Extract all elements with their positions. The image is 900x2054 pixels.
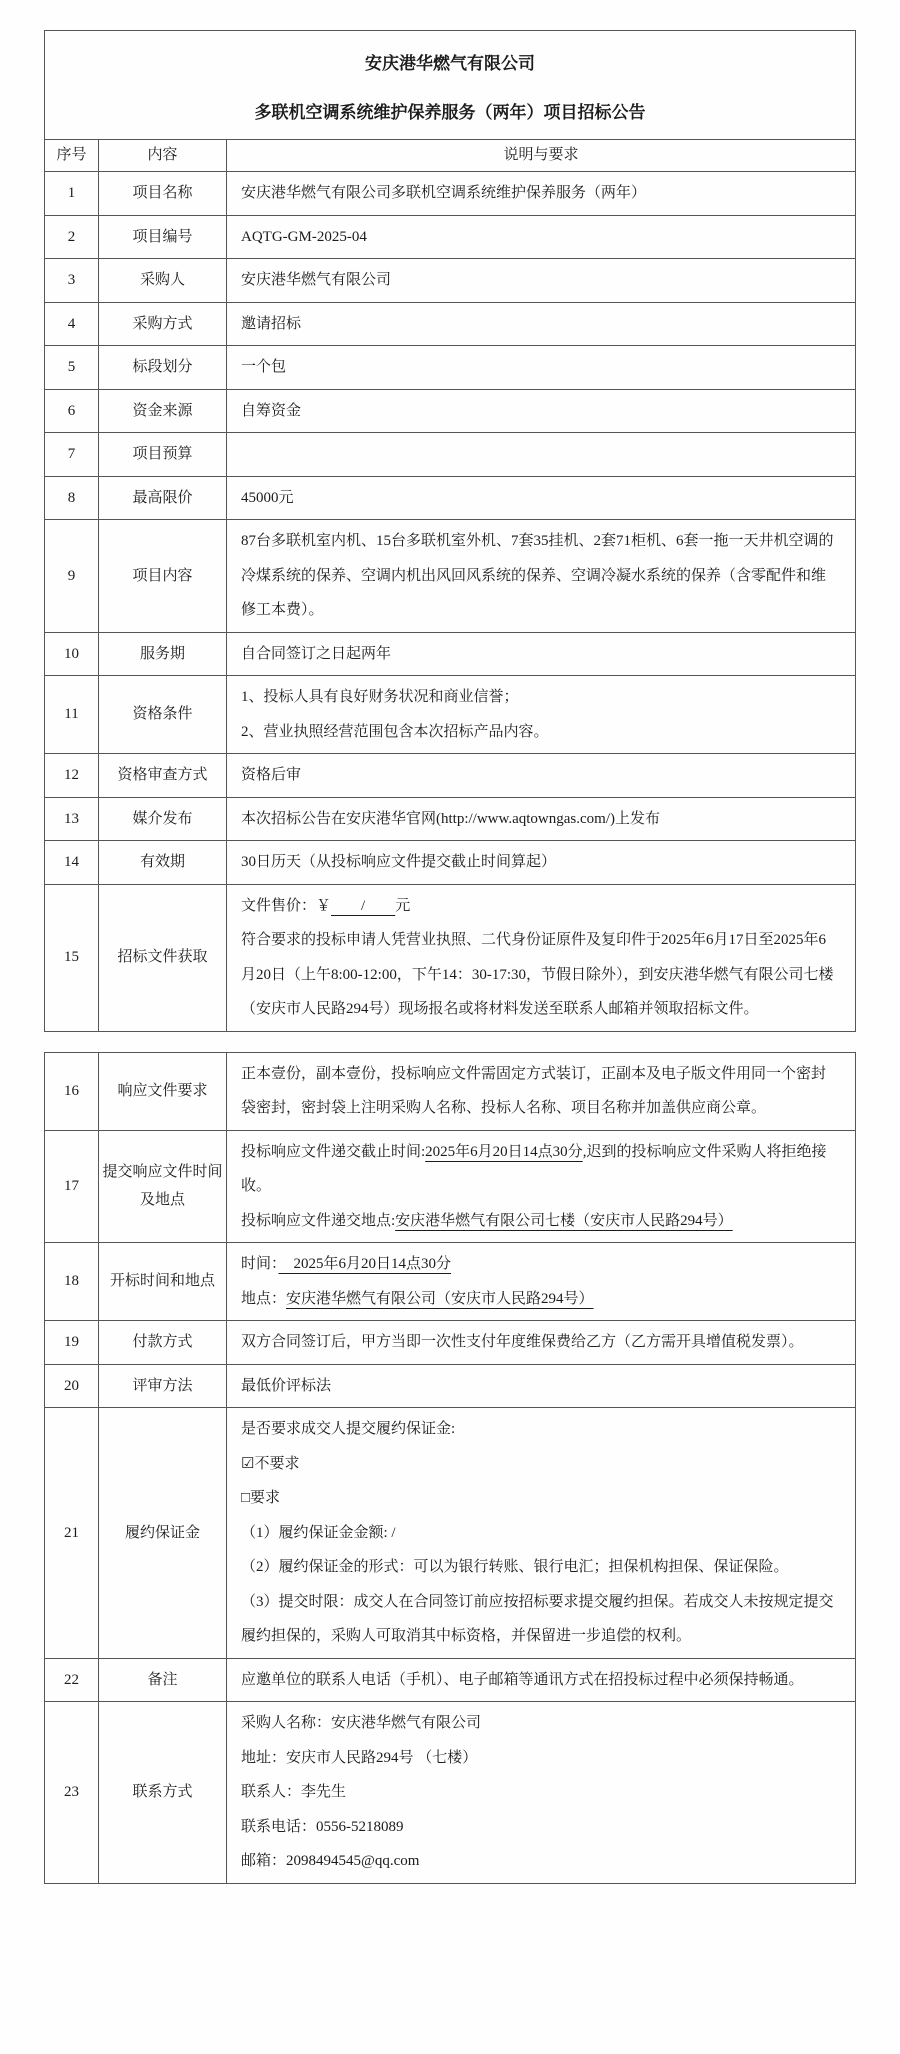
underlined-text: 2025年6月20日14点30分 [278,1256,452,1272]
row-description [227,1702,856,1884]
description-paragraph [241,1663,839,1698]
table-row [45,841,856,885]
row-description [227,259,856,303]
underlined-text: 2025年6月20日14点30分 [425,1143,583,1160]
underlined-text: 安庆港华燃气有限公司（安庆市人民路294号） [286,1290,594,1307]
text-segment: （1）履约保证金金额: / [241,1524,396,1541]
row-label: 付款方式 [99,1321,227,1365]
row-label: 响应文件要求 [99,1052,227,1130]
row-label: 媒介发布 [99,797,227,841]
row-label: 联系方式 [99,1702,227,1884]
description-paragraph [241,307,839,342]
text-segment: 30日历天（从投标响应文件提交截止时间算起） [241,854,557,870]
text-segment: 联系人：李先生 [241,1784,347,1800]
table-row [45,476,856,520]
table-row [45,1658,856,1702]
row-label: 资格审查方式 [99,754,227,798]
row-description [227,346,856,390]
description-paragraph [241,1057,839,1126]
description-paragraph [241,758,839,793]
row-number: 4 [45,302,99,346]
text-segment: 1、投标人具有良好财务状况和商业信誉； [241,689,519,705]
description-paragraph [241,1775,839,1810]
row-description [227,1243,856,1321]
text-segment: 双方合同签订后，甲方当即一次性支付年度维保费给乙方（乙方需开具增值税发票）。 [241,1334,804,1350]
text-segment: 一个包 [241,359,287,375]
description-paragraph [241,1585,839,1654]
row-number: 5 [45,346,99,390]
description-paragraph [241,1844,839,1879]
table-row [45,1243,856,1321]
text-segment: 自筹资金 [241,402,302,419]
description-paragraph [241,1325,839,1360]
row-label: 招标文件获取 [99,884,227,1031]
description-paragraph [241,1247,839,1282]
row-label: 评审方法 [99,1364,227,1408]
table-row [45,172,856,216]
row-description [227,476,856,520]
text-segment: 地点： [241,1290,287,1307]
row-description [227,1321,856,1365]
description-paragraph [241,263,839,298]
text-segment: 安庆港华燃气有限公司 [241,272,392,288]
table-row [45,1321,856,1365]
row-label: 有效期 [99,841,227,885]
text-segment: 符合要求的投标申请人凭营业执照、二代身份证原件及复印件于2025年6月17日至2025年6月20日（上午8:00-12:00，下午14：30-17:30，节假日除外），到安庆港华燃气有限公司七楼（安庆市人民路294号）现场报名或将材料发送至联系人邮箱并领取招标文件。 [241,932,834,1017]
text-segment: 应邀单位的联系人电话（手机）、电子邮箱等通讯方式在招投标过程中必须保持畅通。 [241,1671,804,1688]
column-header-content: 内容 [99,140,227,172]
description-paragraph [241,1706,839,1741]
description-paragraph [241,923,839,1027]
text-segment: 资格后审 [241,767,302,783]
description-paragraph [241,1741,839,1776]
description-paragraph [241,1204,839,1239]
table-row [45,632,856,676]
row-description [227,754,856,798]
table-row [45,346,856,390]
text-segment: 投标响应文件递交地点: [241,1212,396,1229]
table-row [45,302,856,346]
title-row [45,31,856,140]
row-number: 18 [45,1243,99,1321]
row-label: 提交响应文件时间及地点 [99,1130,227,1243]
row-description [227,1658,856,1702]
table-row [45,754,856,798]
text-segment: （2）履约保证金的形式：可以为银行转账、银行电汇；担保机构担保、保证保险。 [241,1559,789,1575]
table-row [45,676,856,754]
text-segment: （3）提交时限：成交人在合同签订前应按招标要求提交履约担保。若成交人未按规定提交履约担保的，采购人可取消其中标资格，并保留进一步追偿的权利。 [241,1593,834,1644]
text-segment: 投标响应文件递交截止时间: [241,1143,426,1160]
table-row [45,1130,856,1243]
description-paragraph [241,637,839,672]
row-description [227,520,856,633]
row-description [227,215,856,259]
table-row [45,797,856,841]
company-title: 安庆港华燃气有限公司 [365,54,535,73]
row-description [227,841,856,885]
row-number: 17 [45,1130,99,1243]
row-number: 3 [45,259,99,303]
project-title: 多联机空调系统维护保养服务（两年）项目招标公告 [254,103,646,122]
row-description [227,1130,856,1243]
row-description [227,389,856,433]
table-row [45,259,856,303]
text-segment: 最低价评标法 [241,1377,332,1394]
description-paragraph [241,220,839,255]
underlined-text: 安庆港华燃气有限公司七楼（安庆市人民路294号） [395,1212,733,1229]
table-row [45,884,856,1031]
text-segment [241,446,245,462]
row-number: 13 [45,797,99,841]
text-segment: 正本壹份，副本壹份，投标响应文件需固定方式装订，正副本及电子版文件用同一个密封袋密封，密封袋上注明采购人名称、投标人名称、项目名称并加盖供应商公章。 [241,1065,827,1116]
description-paragraph [241,1516,839,1551]
table-row [45,1408,856,1659]
description-paragraph [241,1369,839,1404]
title-cell [45,31,856,140]
row-description [227,797,856,841]
text-segment: 地址：安庆市人民路294号 （七楼） [241,1749,478,1766]
table-row [45,1364,856,1408]
description-paragraph [241,1447,839,1482]
description-paragraph [241,1481,839,1516]
row-number: 16 [45,1052,99,1130]
table-row [45,1052,856,1130]
row-number: 15 [45,884,99,1031]
table-row [45,215,856,259]
description-paragraph [241,481,839,516]
row-number: 23 [45,1702,99,1884]
row-number: 19 [45,1321,99,1365]
table-row [45,520,856,633]
row-label: 资格条件 [99,676,227,754]
row-label: 项目编号 [99,215,227,259]
text-segment: 是否要求成交人提交履约保证金: [241,1421,456,1437]
text-segment: 联系电话：0556-5218089 [241,1818,404,1835]
description-paragraph [241,1412,839,1447]
text-segment: 时间： [241,1256,279,1272]
text-segment: 文件售价：￥ [241,897,332,914]
description-paragraph [241,1135,839,1204]
row-description [227,433,856,477]
text-segment: ☑不要求 [241,1455,300,1472]
column-header-row [45,140,856,172]
description-paragraph [241,1550,839,1585]
text-segment: ,迟到的投标响应文件采购人将拒绝接收。 [241,1143,827,1194]
text-segment: □要求 [241,1490,281,1506]
row-label: 履约保证金 [99,1408,227,1659]
description-paragraph [241,889,839,924]
description-paragraph [241,845,839,880]
row-label: 项目名称 [99,172,227,216]
row-number: 2 [45,215,99,259]
row-label: 最高限价 [99,476,227,520]
table-row [45,389,856,433]
table-row [45,433,856,477]
row-label: 标段划分 [99,346,227,390]
description-paragraph [241,680,839,715]
row-label: 项目内容 [99,520,227,633]
row-number: 20 [45,1364,99,1408]
row-label: 开标时间和地点 [99,1243,227,1321]
text-segment: 邮箱：2098494545@qq.com [241,1853,420,1869]
row-number: 22 [45,1658,99,1702]
row-description [227,884,856,1031]
description-paragraph [241,1810,839,1845]
row-description [227,172,856,216]
description-paragraph [241,802,839,837]
table-row [45,1702,856,1884]
description-paragraph [241,524,839,628]
row-number: 7 [45,433,99,477]
row-number: 8 [45,476,99,520]
underlined-text: / [331,897,396,914]
row-label: 采购人 [99,259,227,303]
row-label: 项目预算 [99,433,227,477]
text-segment: 邀请招标 [241,315,302,332]
text-segment: 采购人名称：安庆港华燃气有限公司 [241,1715,482,1731]
description-paragraph [241,1282,839,1317]
row-number: 9 [45,520,99,633]
row-label: 服务期 [99,632,227,676]
row-number: 12 [45,754,99,798]
tender-notice-table-part1 [44,30,856,1032]
row-label: 备注 [99,1658,227,1702]
row-description [227,1364,856,1408]
row-number: 10 [45,632,99,676]
text-segment: 45000元 [241,489,294,506]
row-label: 采购方式 [99,302,227,346]
description-paragraph [241,176,839,211]
text-segment: 87台多联机室内机、15台多联机室外机、7套35挂机、2套71柜机、6套一拖一天井机空调的冷煤系统的保养、空调内机出风回风系统的保养、空调冷凝水系统的保养（含零配件和维修工本费）。 [241,533,834,618]
row-description [227,1052,856,1130]
table-gap [44,1032,856,1052]
text-segment: 2、营业执照经营范围包含本次招标产品内容。 [241,723,549,740]
description-paragraph [241,715,839,750]
row-description [227,302,856,346]
row-number: 11 [45,676,99,754]
row-number: 1 [45,172,99,216]
text-segment: 元 [395,897,411,914]
text-segment: 自合同签订之日起两年 [241,645,392,662]
row-description [227,1408,856,1659]
column-header-index: 序号 [45,140,99,172]
text-segment: AQTG-GM-2025-04 [241,228,367,245]
row-label: 资金来源 [99,389,227,433]
row-number: 6 [45,389,99,433]
text-segment: 安庆港华燃气有限公司多联机空调系统维护保养服务（两年） [241,185,647,201]
text-segment: 本次招标公告在安庆港华官网(http://www.aqtowngas.com/)上发布 [241,810,660,827]
description-paragraph [241,394,839,429]
description-paragraph [241,350,839,385]
row-number: 21 [45,1408,99,1659]
row-description [227,676,856,754]
row-number: 14 [45,841,99,885]
description-paragraph [241,437,839,472]
tender-notice-table-part2 [44,1052,856,1884]
row-description [227,632,856,676]
column-header-requirements: 说明与要求 [227,140,856,172]
